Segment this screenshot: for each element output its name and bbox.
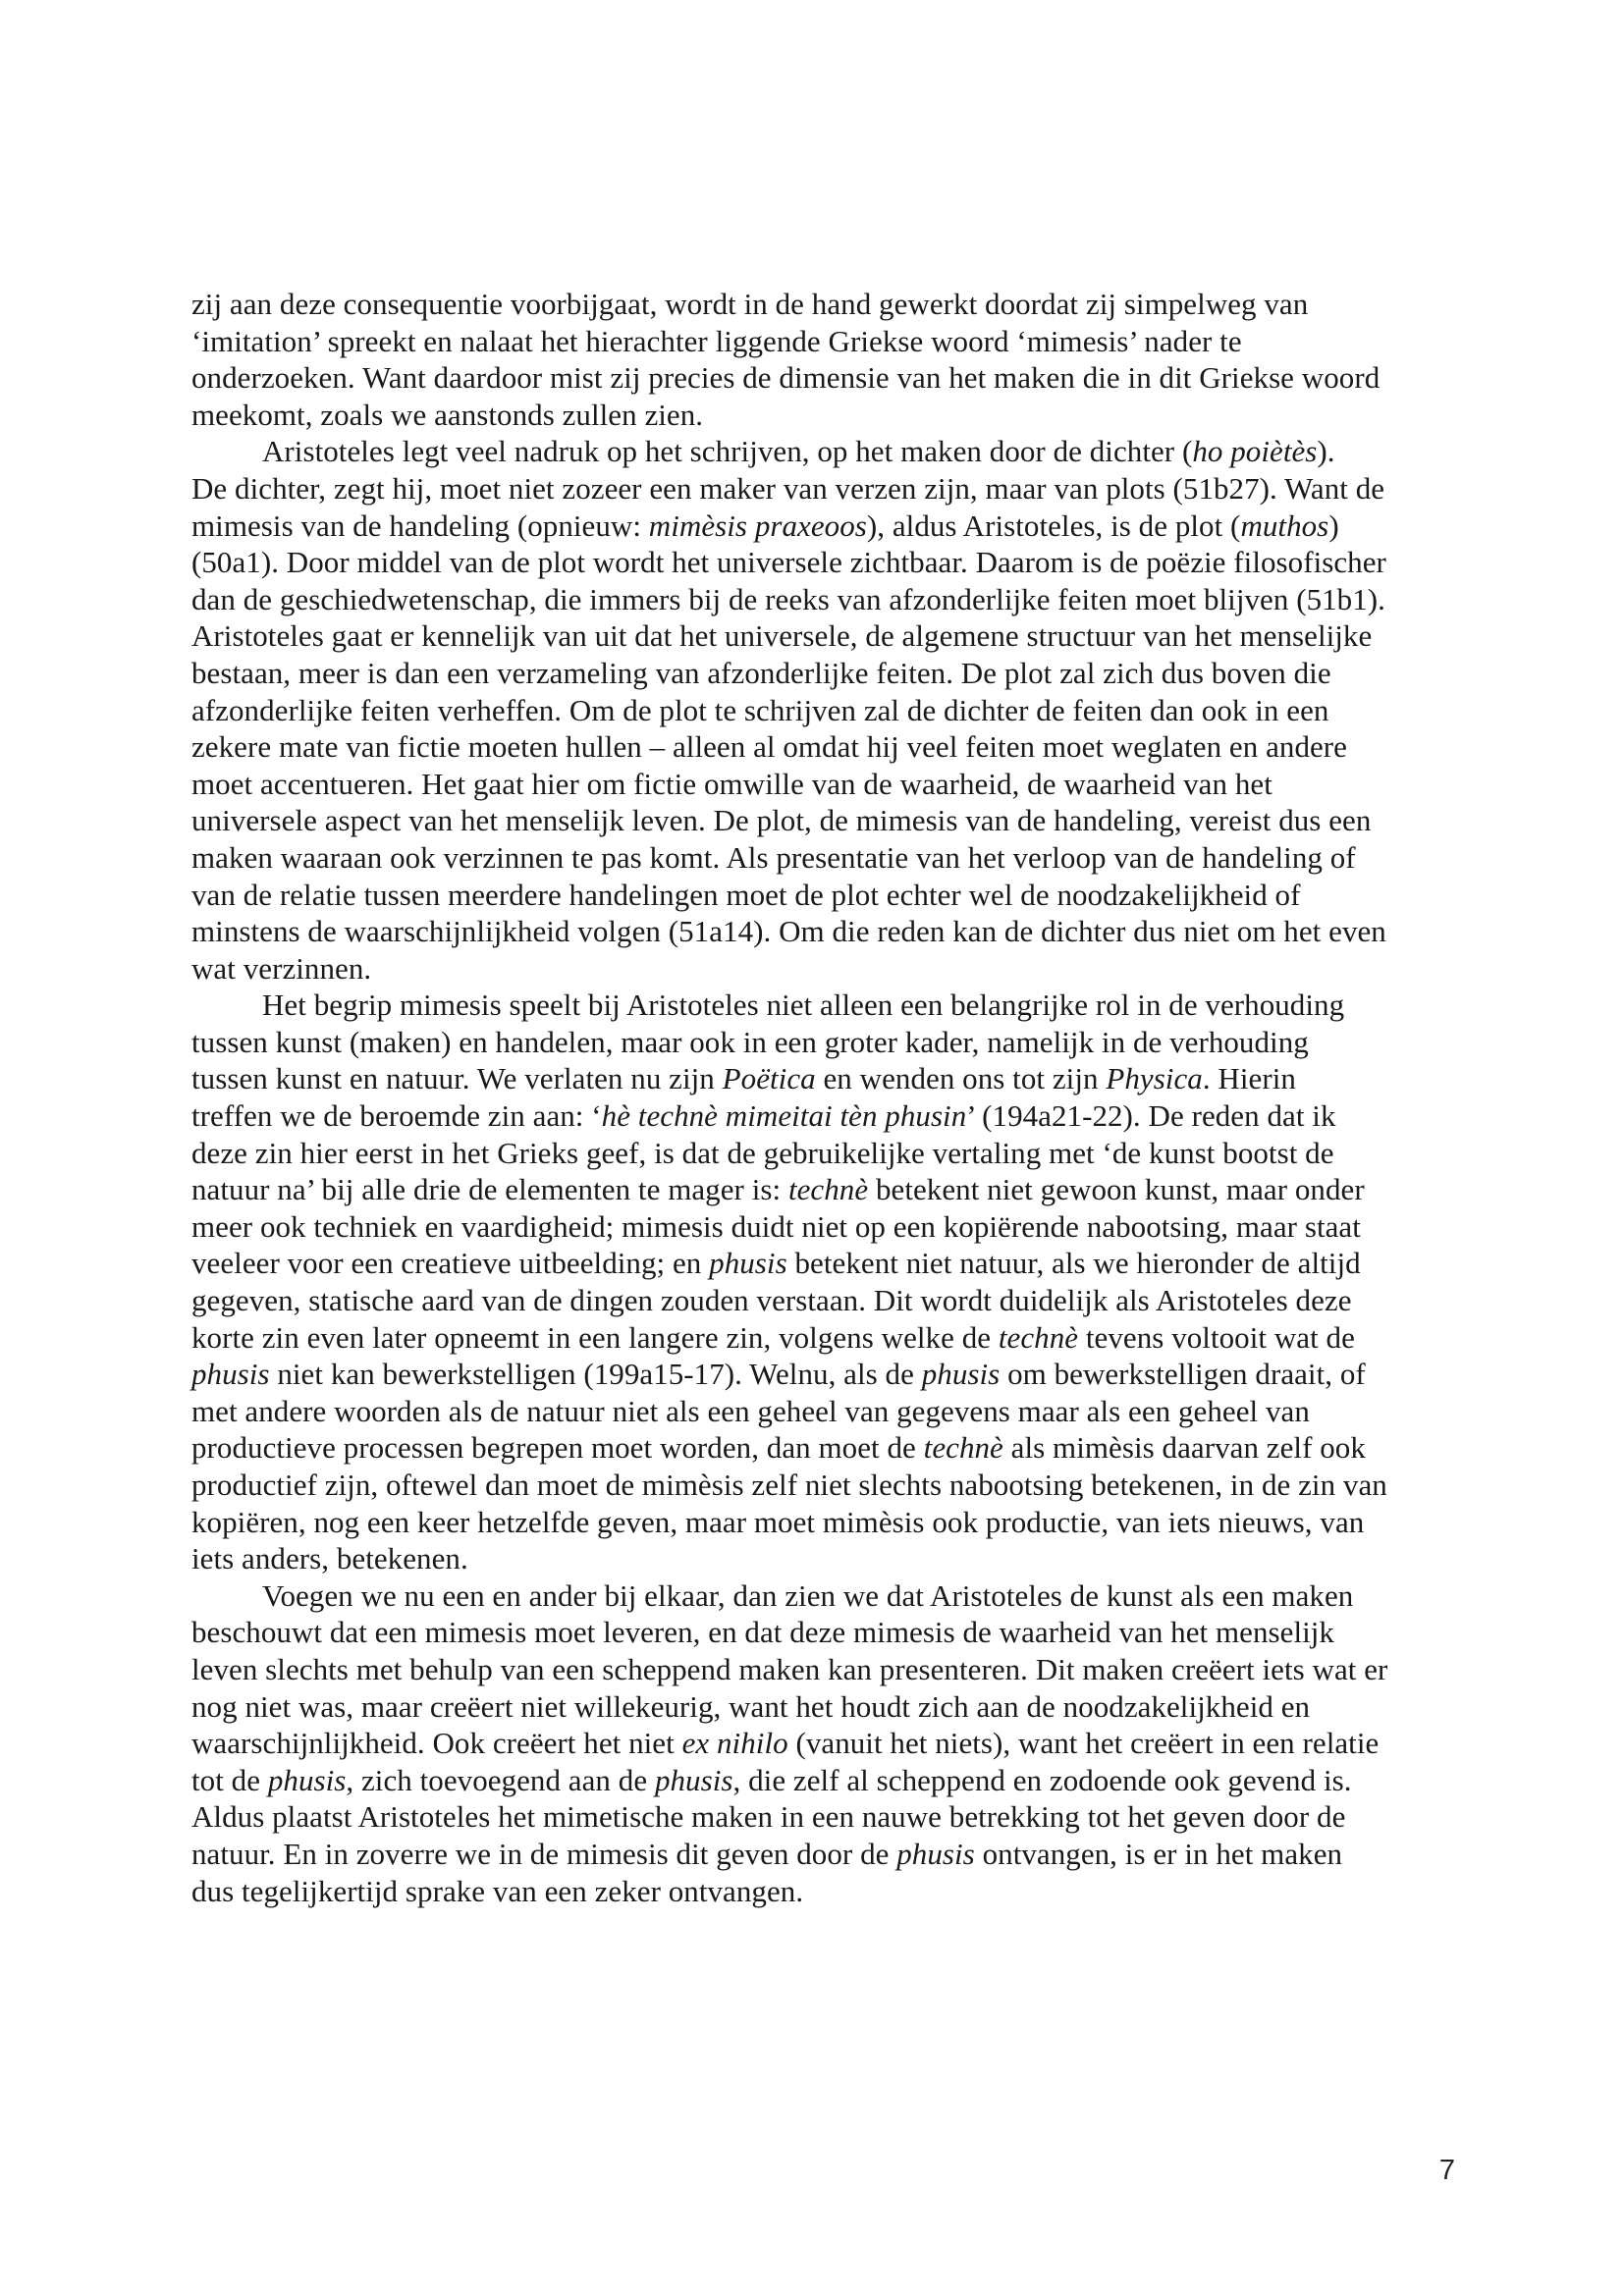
text-run: iets anders, betekenen. <box>191 1541 468 1576</box>
text-run: betekent niet natuur, als we hieronder de altijd <box>786 1246 1361 1281</box>
text-line <box>191 1282 1458 1319</box>
text-run: ), aldus Aristoteles, is de plot ( <box>866 507 1241 543</box>
text-run: tevens voltooit wat de <box>1078 1319 1355 1355</box>
text-run: productieve processen begrepen moet worden, dan moet de <box>191 1430 924 1466</box>
page-number: 7 <box>1438 2155 1455 2186</box>
text-line <box>191 470 1458 507</box>
text-line <box>191 1725 1458 1762</box>
italic-term: hè technè mimeitai tèn phusin <box>601 1098 967 1134</box>
text-line <box>191 1504 1458 1541</box>
text-run: treffen we de beroemde zin aan: ‘ <box>191 1098 602 1134</box>
text-run: ) <box>1328 507 1339 543</box>
italic-term: technè <box>998 1319 1079 1355</box>
text-run: natuur. En in zoverre we in de mimesis dit geven door de <box>191 1836 897 1871</box>
italic-term: ho poiètès <box>1192 434 1318 469</box>
italic-term: phusis <box>921 1357 1001 1392</box>
text-run: De dichter, zegt hij, moet niet zozeer een maker van verzen zijn, maar van plots (51b27). Want de <box>191 470 1385 506</box>
text-run: . Hierin <box>1202 1061 1296 1096</box>
text-run: maken waaraan ook verzinnen te pas komt. Als presentatie van het verloop van de handeling of <box>191 839 1356 875</box>
italic-term: phusis <box>654 1762 733 1797</box>
text-line <box>191 1762 1458 1799</box>
text-line <box>191 1798 1458 1836</box>
text-line <box>191 1393 1458 1430</box>
text-line <box>191 544 1458 581</box>
text-line <box>191 987 1458 1024</box>
italic-term: technè <box>787 1172 869 1207</box>
text-line <box>191 397 1458 434</box>
text-run: universele aspect van het menselijk leven. De plot, de mimesis van de handeling, vereist dus een <box>191 803 1372 838</box>
text-run: meer ook techniek en vaardigheid; mimesis duidt niet op een kopiërende nabootsing, maar staat <box>191 1208 1361 1244</box>
text-line <box>191 1171 1458 1208</box>
text-run: onderzoeken. Want daardoor mist zij precies de dimensie van het maken die in dit Griekse woord <box>191 360 1380 396</box>
text-run: Aristoteles gaat er kennelijk van uit dat het universele, de algemene structuur van het menselijke <box>191 618 1373 654</box>
text-run: om bewerkstelligen draait, of <box>1000 1357 1366 1392</box>
text-line <box>191 1614 1458 1651</box>
text-run: , die zelf al scheppend en zodoende ook gevend is. <box>732 1762 1352 1797</box>
text-run: wat verzinnen. <box>191 950 372 986</box>
text-line <box>191 286 1458 323</box>
text-line <box>191 802 1458 839</box>
text-line <box>191 1873 1458 1910</box>
text-run: en wenden ons tot zijn <box>815 1061 1107 1096</box>
italic-term: mimèsis praxeoos <box>648 507 867 543</box>
text-line <box>191 1097 1458 1135</box>
text-line <box>191 581 1458 618</box>
text-run: tot de <box>191 1762 268 1797</box>
text-run: ‘imitation’ spreekt en nalaat het hierachter liggende Griekse woord ‘mimesis’ nader te <box>191 323 1242 358</box>
text-run: , zich toevoegend aan de <box>346 1762 655 1797</box>
text-run: waarschijnlijkheid. Ook creëert het niet <box>191 1726 682 1761</box>
text-line <box>191 1577 1458 1615</box>
text-line <box>191 359 1458 397</box>
text-line <box>191 617 1458 655</box>
text-line <box>191 913 1458 950</box>
text-run: deze zin hier eerst in het Grieks geef, is dat de gebruikelijke vertaling met ‘de kunst bootst de <box>191 1135 1334 1170</box>
text-line <box>191 1540 1458 1577</box>
text-line <box>191 1688 1458 1726</box>
text-line <box>191 766 1458 803</box>
italic-term: ex nihilo <box>681 1726 788 1761</box>
text-run: productief zijn, oftewel dan moet de mimèsis zelf niet slechts nabootsing betekenen, in de zin van <box>191 1468 1387 1502</box>
text-run: zekere mate van fictie moeten hullen – alleen al omdat hij veel feiten moet weglaten en andere <box>191 729 1347 765</box>
text-run: niet kan bewerkstelligen (199a15-17). Welnu, als de <box>269 1357 922 1392</box>
text-run: als mimèsis daarvan zelf ook <box>1002 1430 1366 1466</box>
text-run: Voegen we nu een en ander bij elkaar, dan zien we dat Aristoteles de kunst als een maken <box>262 1577 1354 1613</box>
italic-term: phusis <box>896 1836 975 1871</box>
text-run: moet accentueren. Het gaat hier om fictie omwille van de waarheid, de waarheid van het <box>191 766 1272 801</box>
text-line <box>191 433 1458 470</box>
text-run: dan de geschiedwetenschap, die immers bij de reeks van afzonderlijke feiten moet blijven (51b1). <box>191 581 1385 616</box>
text-run: veeleer voor een creatieve uitbeelding; en <box>191 1246 710 1281</box>
text-run: (vanuit het niets), want het creëert in een relatie <box>787 1726 1380 1761</box>
text-run: ’ (194a21-22). De reden dat ik <box>966 1098 1336 1134</box>
text-line <box>191 1429 1458 1467</box>
text-run: leven slechts met behulp van een scheppend maken kan presenteren. Dit maken creëert iets wat er <box>191 1651 1388 1686</box>
text-line <box>191 507 1458 545</box>
italic-term: phusis <box>709 1246 787 1281</box>
text-run: korte zin even later opneemt in een langere zin, volgens welke de <box>191 1319 999 1355</box>
text-run: tussen kunst en natuur. We verlaten nu zijn <box>191 1061 723 1096</box>
text-run: mimesis van de handeling (opnieuw: <box>191 507 649 543</box>
text-line <box>191 950 1458 988</box>
text-line <box>191 1319 1458 1357</box>
text-run: minstens de waarschijnlijkheid volgen (51a14). Om die reden kan de dichter dus niet om het even <box>191 914 1386 949</box>
text-run: ). <box>1317 434 1335 469</box>
text-run: betekent niet gewoon kunst, maar onder <box>868 1172 1365 1207</box>
text-line <box>191 1135 1458 1172</box>
text-run: kopiëren, nog een keer hetzelfde geven, maar moet mimèsis ook productie, van iets nieuws, van <box>191 1504 1365 1539</box>
text-run: nog niet was, maar creëert niet willekeurig, want het houdt zich aan de noodzakelijkheid en <box>191 1688 1311 1724</box>
text-line <box>191 1208 1458 1246</box>
paragraph <box>191 1577 1458 1909</box>
paragraph <box>191 286 1458 433</box>
body-text <box>191 286 1458 1909</box>
text-run: bestaan, meer is dan een verzameling van afzonderlijke feiten. De plot zal zich dus boven die <box>191 655 1331 690</box>
text-line <box>191 1651 1458 1688</box>
italic-term: muthos <box>1240 507 1329 543</box>
italic-term: Physica <box>1106 1061 1203 1096</box>
italic-term: Poëtica <box>722 1061 816 1096</box>
text-run: dus tegelijkertijd sprake van een zeker ontvangen. <box>191 1873 804 1908</box>
text-run: Het begrip mimesis speelt bij Aristoteles niet alleen een belangrijke rol in de verhouding <box>262 988 1345 1023</box>
text-line <box>191 692 1458 729</box>
italic-term: phusis <box>191 1357 270 1392</box>
italic-term: technè <box>923 1430 1003 1466</box>
text-line <box>191 1467 1458 1504</box>
paragraph <box>191 987 1458 1577</box>
text-run: beschouwt dat een mimesis moet leveren, en dat deze mimesis de waarheid van het menselijk <box>191 1615 1334 1650</box>
text-line <box>191 1024 1458 1061</box>
text-run: (50a1). Door middel van de plot wordt het universele zichtbaar. Daarom is de poëzie filosofischer <box>191 545 1386 580</box>
text-line <box>191 839 1458 877</box>
text-run: afzonderlijke feiten verheffen. Om de plot te schrijven zal de dichter de feiten dan ook in een <box>191 692 1329 727</box>
text-run: gegeven, statische aard van de dingen zouden verstaan. Dit wordt duidelijk als Aristoteles deze <box>191 1283 1352 1318</box>
text-line <box>191 1245 1458 1282</box>
text-run: meekomt, zoals we aanstonds zullen zien. <box>191 397 704 432</box>
paragraph <box>191 433 1458 987</box>
italic-term: phusis <box>267 1762 347 1797</box>
text-line <box>191 655 1458 692</box>
text-run: Aldus plaatst Aristoteles het mimetische maken in een nauwe betrekking tot het geven door de <box>191 1799 1346 1835</box>
text-run: met andere woorden als de natuur niet als een geheel van gegevens maar als een geheel van <box>191 1393 1310 1428</box>
text-run: van de relatie tussen meerdere handelingen moet de plot echter wel de noodzakelijkheid of <box>191 877 1301 912</box>
text-line <box>191 1356 1458 1393</box>
text-line <box>191 877 1458 914</box>
text-run: natuur na’ bij alle drie de elementen te mager is: <box>191 1172 788 1207</box>
text-run: Aristoteles legt veel nadruk op het schrijven, op het maken door de dichter ( <box>262 434 1193 469</box>
text-line <box>191 1836 1458 1873</box>
text-line <box>191 323 1458 360</box>
text-line <box>191 1060 1458 1097</box>
text-run: ontvangen, is er in het maken <box>974 1836 1343 1871</box>
text-run: zij aan deze consequentie voorbijgaat, wordt in de hand gewerkt doordat zij simpelweg van <box>191 287 1309 321</box>
text-line <box>191 728 1458 766</box>
text-run: tussen kunst (maken) en handelen, maar ook in een groter kader, namelijk in de verhouding <box>191 1024 1309 1059</box>
